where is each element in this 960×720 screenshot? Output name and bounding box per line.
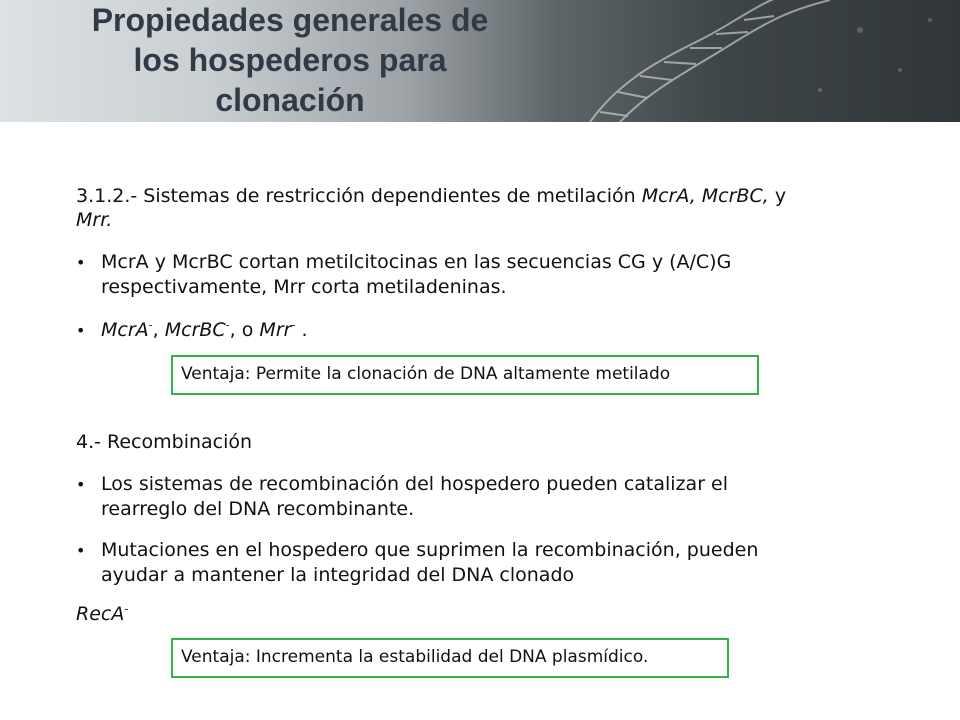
bullet-marker: • bbox=[76, 321, 86, 340]
reca-label: RecA- bbox=[76, 602, 129, 625]
bullet-marker: • bbox=[76, 475, 86, 494]
title-line-1: Propiedades generales de bbox=[91, 2, 489, 38]
bullet-marker: • bbox=[76, 541, 86, 560]
header-banner bbox=[0, 0, 960, 122]
page-title bbox=[40, 0, 540, 120]
bullet-marker: • bbox=[76, 253, 86, 272]
title-line-2: los hospederos para bbox=[133, 42, 447, 78]
advantage-box-methylation: Ventaja: Permite la clonación de DNA altamente metilado bbox=[171, 355, 759, 395]
advantage-box-stability: Ventaja: Incrementa la estabilidad del DNA plasmídico. bbox=[171, 638, 729, 678]
title-line-3: clonación bbox=[215, 82, 365, 118]
section2-heading: 4.- Recombinación bbox=[76, 431, 253, 453]
section1-heading: 3.1.2.- Sistemas de restricción dependientes de metilación McrA, McrBC, y Mrr. bbox=[76, 185, 787, 231]
